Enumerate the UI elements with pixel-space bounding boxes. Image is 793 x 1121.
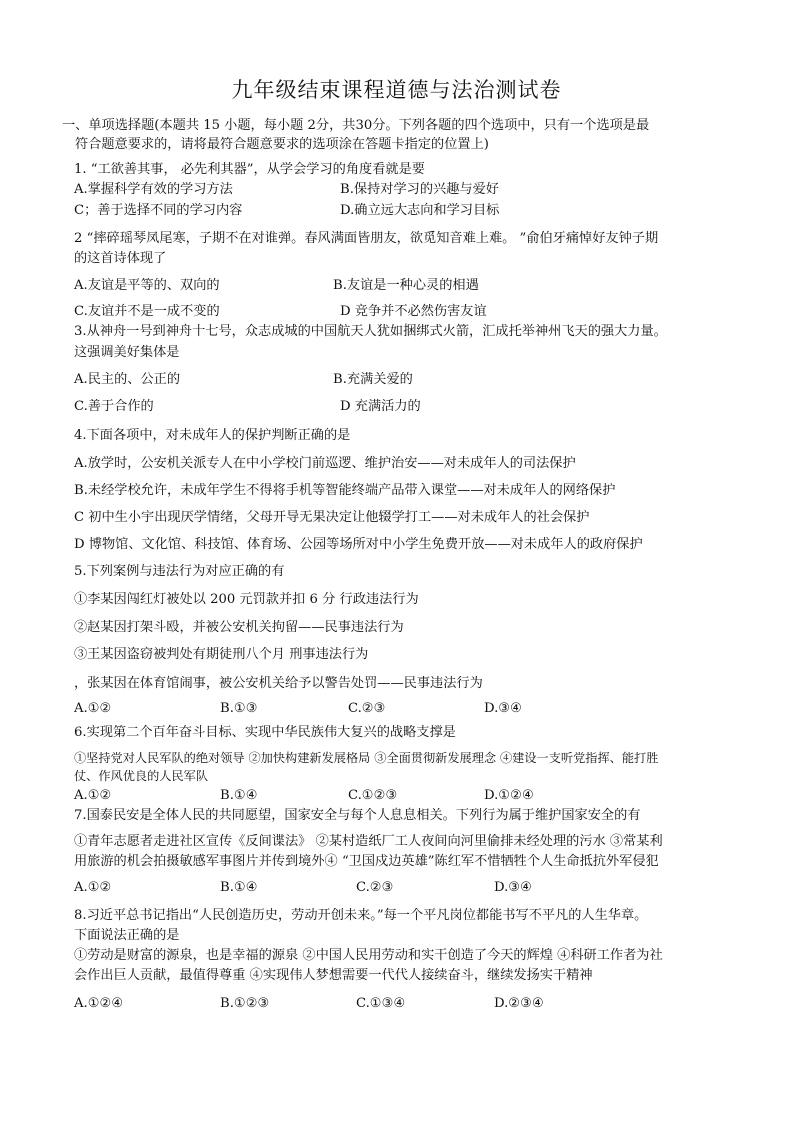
- q7-option-d: D.③④: [494, 880, 532, 895]
- q4-option-d: D 博物馆、文化馆、科技馆、体育场、公园等场所对中小学生免费开放——对未成年人的政府保护: [74, 537, 643, 552]
- q7-option-b: B.①④: [220, 880, 258, 895]
- q2-option-a: A.友谊是平等的、双向的: [74, 278, 220, 293]
- q3-option-a: A.民主的、公正的: [74, 372, 181, 387]
- q2-stem-line2: 的这首诗体现了: [74, 251, 167, 266]
- q3-option-c: C.善于合作的: [74, 399, 154, 414]
- q8-options-line1: ①劳动是财富的源泉，也是幸福的源泉 ②中国人民用劳动和实干创造了今天的辉煌 ④科研工作者为社: [74, 948, 663, 963]
- q6-option-d: D.①②④: [484, 788, 534, 803]
- q6-options-line2: 仗、作风优良的人民军队: [74, 769, 209, 783]
- q7-option-c: C.②③: [356, 880, 394, 895]
- q5-option-d: D.③④: [484, 701, 522, 716]
- q3-option-b: B.充满关爱的: [333, 372, 413, 387]
- section-instruction-line1: 一、单项选择题(本题共 15 小题，每小题 2分，共30分。下列各题的四个选项中，只有一个选项是最: [62, 118, 650, 133]
- q5-item-4: ，张某因在体育馆闹事，被公安机关给予以警告处罚——民事违法行为: [74, 676, 483, 691]
- section-instruction-line2: 符合题意要求的，请将最符合题意要求的选项涂在答题卡指定的位置上): [75, 137, 489, 152]
- q8-option-a: A.①②④: [74, 996, 124, 1011]
- q8-option-c: C.①③④: [356, 996, 406, 1011]
- q4-stem: 4.下面各项中，对未成年人的保护判断正确的是: [74, 428, 351, 443]
- q3-stem-line2: 这强调美好集体是: [74, 345, 180, 360]
- q2-stem-line1: 2 “摔碎瑶琴凤尾寒，子期不在对谁弹。春风满面皆朋友，欲觅知音难上难。 ”俞伯牙痛悼好友钟子期: [74, 231, 659, 246]
- q8-options-line2: 会作出巨人贡献，最值得尊重 ④实现伟人梦想需要一代代人接续奋斗，继续发扬实干精神: [74, 968, 593, 983]
- q6-option-c: C.①②③: [348, 788, 398, 803]
- q8-stem-line1: 8.习近平总书记指出“人民创造历史，劳动开创未来。”每一个平凡岗位都能书写不平凡的人生华章。: [74, 908, 648, 923]
- q5-option-c: C.②③: [348, 701, 386, 716]
- q6-option-a: A.①②: [74, 788, 112, 803]
- q1-option-a: A.掌握科学有效的学习方法: [74, 182, 233, 197]
- q3-option-d: D 充满活力的: [340, 399, 421, 414]
- q4-option-a: A.放学时，公安机关派专人在中小学校门前巡逻、维护治安——对未成年人的司法保护: [74, 456, 576, 471]
- q8-option-d: D.②③④: [494, 996, 544, 1011]
- q2-option-c: C.友谊并不是一成不变的: [74, 304, 220, 319]
- q1-option-d: D.确立远大志向和学习目标: [340, 203, 500, 218]
- q5-item-3: ③王某因盗窃被判处有期徒刑八个月 刑事违法行为: [74, 647, 369, 662]
- q5-stem: 5.下列案例与违法行为对应正确的有: [74, 564, 285, 579]
- q1-stem: 1. “工欲善其事， 必先利其器”，从学会学习的角度看就是要: [74, 162, 425, 177]
- q4-option-b: B.未经学校允许，未成年学生不得将手机等智能终端产品带入课堂——对未成年人的网络保护: [74, 483, 616, 498]
- q6-options-line1: ①坚持党对人民军队的绝对领导 ②加快构建新发展格局 ③全面贯彻新发展理念 ④建设一支听党指挥、能打胜: [74, 751, 659, 765]
- page-title: 九年级结束课程道德与法治测试卷: [231, 78, 562, 102]
- q1-option-c: C；善于选择不同的学习内容: [74, 203, 243, 218]
- q7-option-a: A.①②: [74, 880, 112, 895]
- q5-item-1: ①李某因闯红灯被处以 200 元罚款并扣 6 分 行政违法行为: [74, 592, 419, 607]
- q7-options-line2: 用旅游的机会拍摄敏感军事图片并传到境外④ “卫国戍边英雄”陈红军不惜牺牲个人生命抵抗外军侵犯: [74, 854, 659, 869]
- q7-options-line1: ①青年志愿者走进社区宣传《反间谍法》 ②某村造纸厂工人夜间向河里偷排未经处理的污水 ③常某利: [74, 834, 663, 849]
- q2-option-d: D 竞争并不必然伤害友谊: [340, 304, 487, 319]
- q3-stem-line1: 3.从神舟一号到神舟十七号，众志成城的中国航天人犹如捆绑式火箭，汇成托举神州飞天的强大力量。: [74, 324, 667, 339]
- q6-option-b: B.①④: [220, 788, 258, 803]
- q8-stem-line2: 下面说法正确的是: [74, 928, 180, 943]
- q5-item-2: ②赵某因打架斗殴，并被公安机关拘留——民事违法行为: [74, 620, 404, 635]
- q5-option-a: A.①②: [74, 701, 112, 716]
- q8-option-b: B.①②③: [220, 996, 270, 1011]
- q7-stem: 7.国泰民安是全体人民的共同愿望，国家安全与每个人息息相关。下列行为属于维护国家安全的有: [74, 808, 641, 823]
- q4-option-c: C 初中生小宇出现厌学情绪，父母开导无果决定让他辍学打工——对未成年人的社会保护: [74, 510, 590, 525]
- q2-option-b: B.友谊是一种心灵的相遇: [333, 278, 479, 293]
- q5-option-b: B.①③: [220, 701, 258, 716]
- q1-option-b: B.保持对学习的兴趣与爱好: [340, 182, 499, 197]
- q6-stem: 6.实现第二个百年奋斗目标、实现中华民族伟大复兴的战略支撑是: [74, 725, 456, 740]
